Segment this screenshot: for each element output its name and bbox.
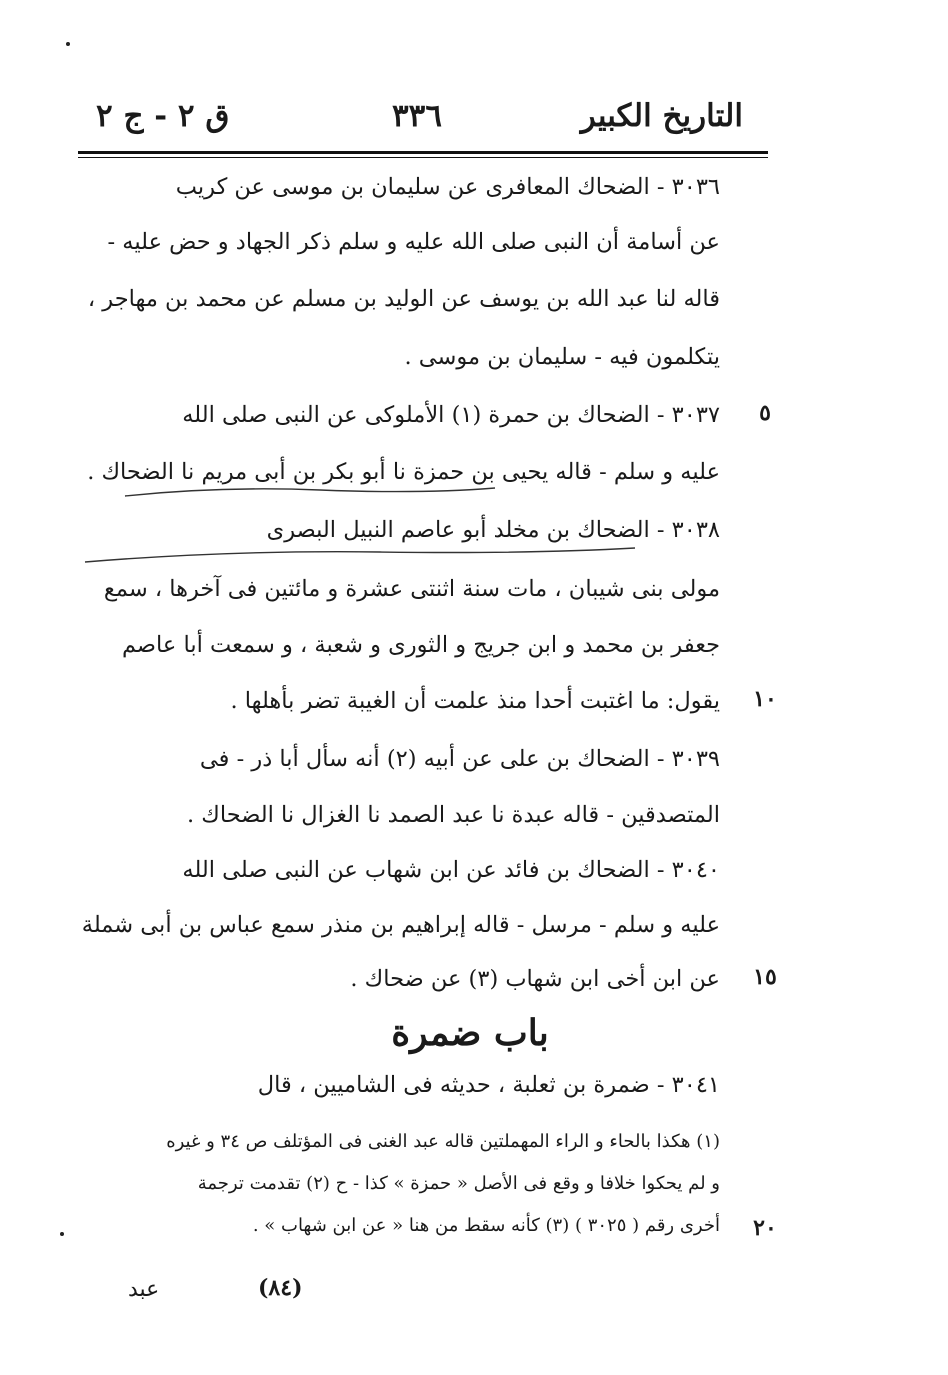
line-number-margin: ١٠ xyxy=(753,686,777,712)
footnote-line: و لم يحكوا خلافا و وقع فى الأصل « حمزة » كذا - ح (٢) تقدمت ترجمة xyxy=(197,1173,720,1194)
text-line: جعفر بن محمد و ابن جريج و الثورى و شعبة ، و سمعت أبا عاصم xyxy=(121,632,720,658)
text-line: ٣٠٣٩ - الضحاك بن على عن أبيه (٢) أنه سأل أبا ذر - فى xyxy=(199,746,720,772)
header-rule xyxy=(78,151,768,154)
text-line: عن أسامة أن النبى صلى الله عليه و سلم ذكر الجهاد و حض عليه - xyxy=(107,229,720,255)
handwritten-underline xyxy=(80,540,640,570)
text-line: يقول: ما اغتبت أحدا منذ علمت أن الغيبة تضر بأهلها . xyxy=(230,688,720,714)
handwritten-underline xyxy=(120,478,500,508)
text-line: ٣٠٤٠ - الضحاك بن فائد عن ابن شهاب عن النبى صلى الله xyxy=(182,857,720,883)
text-line: عليه و سلم - مرسل - قاله إبراهيم بن منذر سمع عباس بن أبى شملة xyxy=(81,912,720,938)
header-rule-thin xyxy=(78,157,768,158)
text-line: مولى بنى شيبان ، مات سنة اثنتى عشرة و مائتين فى آخرها ، سمع xyxy=(103,576,720,602)
section-heading: باب ضمرة xyxy=(391,1012,549,1054)
line-number-margin: ٥ xyxy=(759,400,771,426)
line-number-margin: ١٥ xyxy=(753,964,777,990)
printer-signature: (٨٤) xyxy=(258,1275,303,1301)
volume-marker: ق ٢ - ج ٢ xyxy=(96,98,230,134)
running-title: التاريخ الكبير xyxy=(580,98,743,134)
text-line: ٣٠٣٦ - الضحاك المعافرى عن سليمان بن موسى عن كريب xyxy=(175,174,720,200)
text-line: ٣٠٣٨ - الضحاك بن مخلد أبو عاصم النبيل البصرى xyxy=(266,517,720,543)
catchword: عبد xyxy=(128,1277,160,1302)
line-number-margin: ٢٠ xyxy=(753,1215,777,1241)
text-line: المتصدقين - قاله عبدة نا عبد الصمد نا الغزال نا الضحاك . xyxy=(186,802,720,828)
text-line: ٣٠٤١ - ضمرة بن ثعلبة ، حديثه فى الشاميين ، قال xyxy=(257,1072,720,1098)
text-line: يتكلمون فيه - سليمان بن موسى . xyxy=(404,344,720,370)
footnote-line: أخرى رقم ( ٣٠٢٥ ) (٣) كأنه سقط من هنا « عن ابن شهاب » . xyxy=(252,1215,720,1236)
footnote-line: (١) هكذا بالحاء و الراء المهملتين قاله عبد الغنى فى المؤتلف ص ٣٤ و غيره xyxy=(166,1131,720,1152)
text-line: عليه و سلم - قاله يحيى بن حمزة نا أبو بكر بن أبى مريم نا الضحاك . xyxy=(87,459,720,485)
paper-speck xyxy=(60,1232,64,1236)
text-line: قاله لنا عبد الله بن يوسف عن الوليد بن مسلم عن محمد بن مهاجر ، xyxy=(87,286,720,312)
paper-speck xyxy=(66,42,70,46)
text-line: عن ابن أخى ابن شهاب (٣) عن ضحاك . xyxy=(350,966,720,992)
text-line: ٣٠٣٧ - الضحاك بن حمرة (١) الأملوكى عن النبى صلى الله xyxy=(182,402,720,428)
page-number: ٣٣٦ xyxy=(392,98,442,134)
